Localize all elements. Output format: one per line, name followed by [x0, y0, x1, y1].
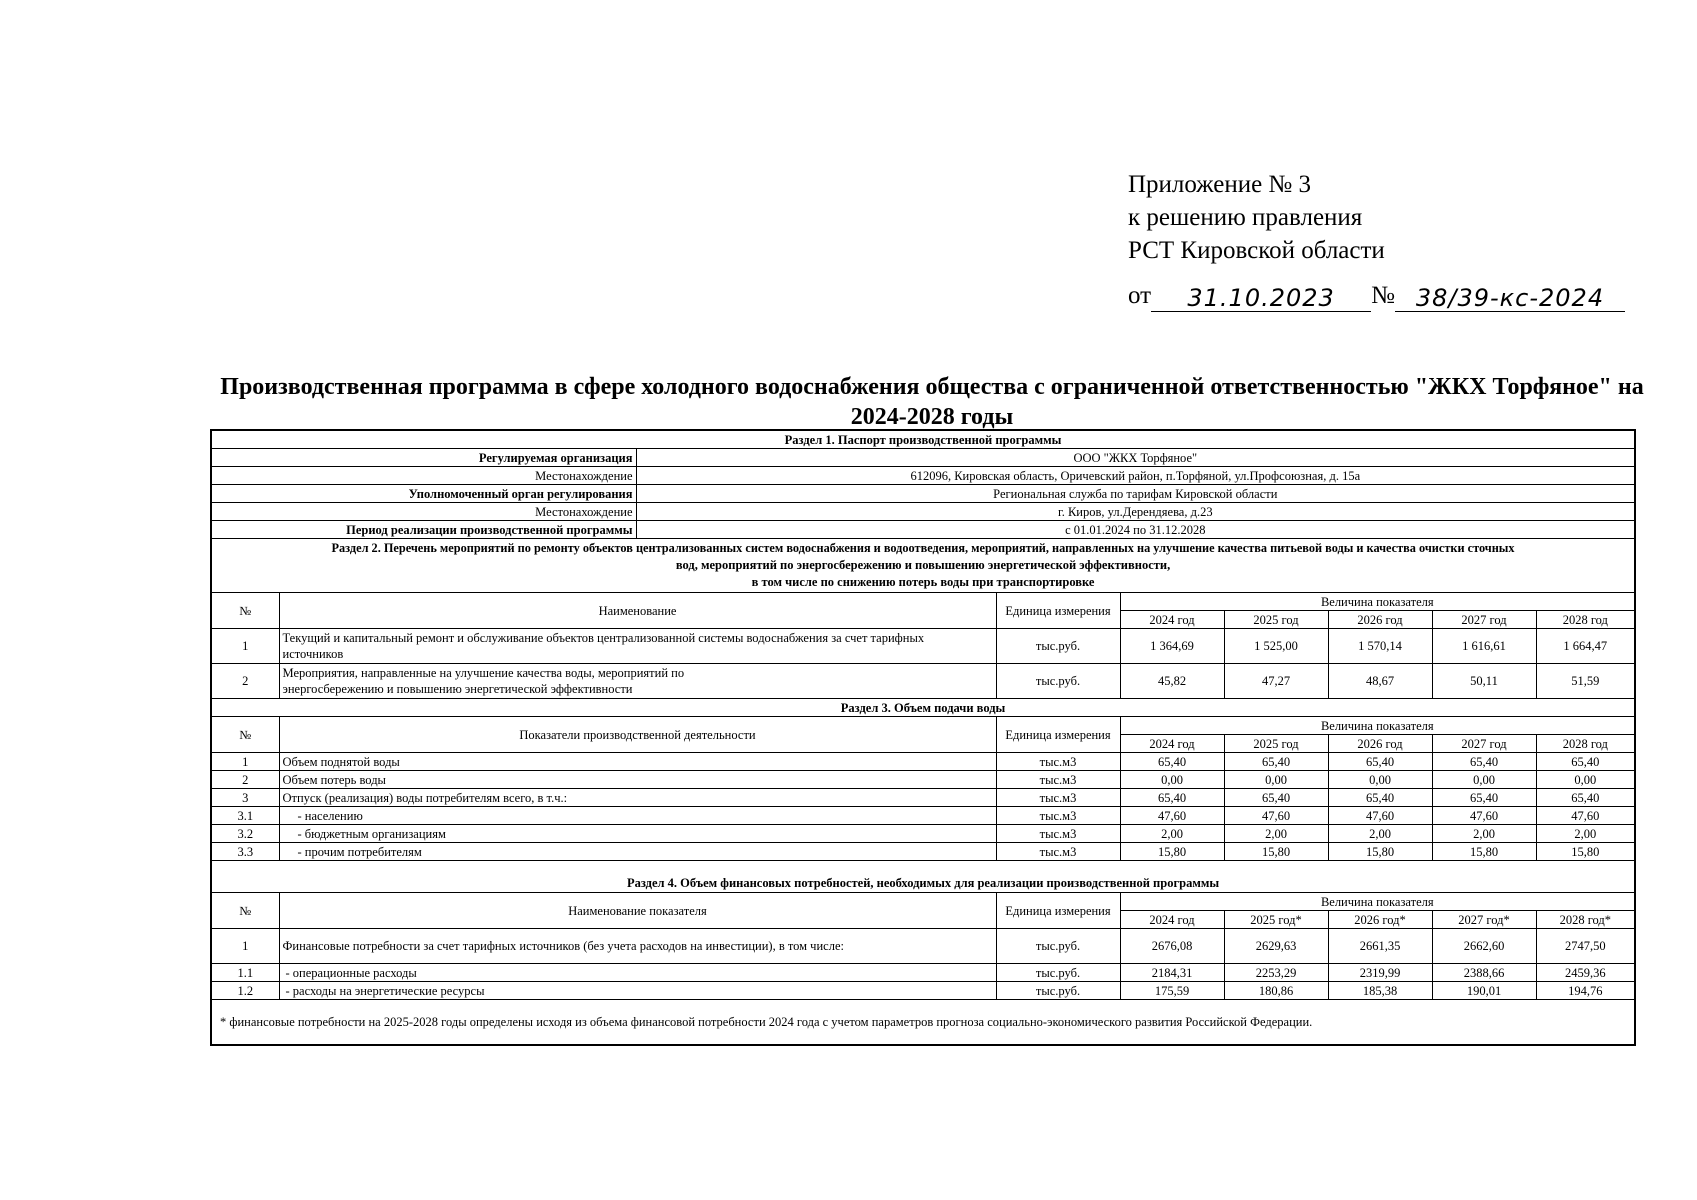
section3-header: Раздел 3. Объем подачи воды — [211, 699, 1635, 717]
row-unit: тыс.м3 — [996, 753, 1120, 771]
section2-header — [211, 539, 1635, 593]
year-header: 2027 год — [1432, 611, 1536, 629]
table-row — [211, 629, 1635, 664]
row-value: 15,80 — [1120, 843, 1224, 861]
appendix-block — [1128, 168, 1625, 312]
year-header: 2028 год — [1536, 735, 1635, 753]
decision-date: 31.10.2023 — [1151, 285, 1371, 312]
row-value: 65,40 — [1328, 753, 1432, 771]
row-value: 0,00 — [1328, 771, 1432, 789]
col-unit-header: Единица измерения — [996, 893, 1120, 929]
table-row — [211, 807, 1635, 825]
row-value: 65,40 — [1328, 789, 1432, 807]
row-unit: тыс.м3 — [996, 807, 1120, 825]
row-value: 0,00 — [1536, 771, 1635, 789]
row-value: 2661,35 — [1328, 929, 1432, 964]
row-value: 2459,36 — [1536, 964, 1635, 982]
row-unit: тыс.руб. — [996, 629, 1120, 664]
col-no-header: № — [211, 893, 279, 929]
row-value: 65,40 — [1536, 789, 1635, 807]
passport-value: Региональная служба по тарифам Кировской области — [636, 485, 1635, 503]
passport-value: 612096, Кировская область, Оричевский район, п.Торфяной, ул.Профсоюзная, д. 15а — [636, 467, 1635, 485]
row-value: 65,40 — [1432, 789, 1536, 807]
year-header: 2025 год — [1224, 735, 1328, 753]
row-name: - населению — [279, 807, 996, 825]
row-value: 65,40 — [1536, 753, 1635, 771]
year-header: 2027 год — [1432, 735, 1536, 753]
year-header: 2028 год — [1536, 611, 1635, 629]
row-no: 2 — [211, 771, 279, 789]
passport-label: Регулируемая организация — [211, 449, 636, 467]
row-no: 3 — [211, 789, 279, 807]
col-name-header: Наименование — [279, 593, 996, 629]
table-row — [211, 771, 1635, 789]
passport-label: Местонахождение — [211, 467, 636, 485]
passport-value: г. Киров, ул.Дерендяева, д.23 — [636, 503, 1635, 521]
year-header: 2024 год — [1120, 735, 1224, 753]
row-value: 48,67 — [1328, 664, 1432, 699]
passport-value: ООО "ЖКХ Торфяное" — [636, 449, 1635, 467]
row-value: 47,60 — [1432, 807, 1536, 825]
table-row — [211, 789, 1635, 807]
row-value: 15,80 — [1224, 843, 1328, 861]
year-header: 2026 год* — [1328, 911, 1432, 929]
row-value: 2662,60 — [1432, 929, 1536, 964]
row-value: 65,40 — [1224, 789, 1328, 807]
row-name: Отпуск (реализация) воды потребителям всего, в т.ч.: — [279, 789, 996, 807]
row-value: 47,27 — [1224, 664, 1328, 699]
row-value: 0,00 — [1120, 771, 1224, 789]
from-prefix: от — [1128, 282, 1152, 309]
row-value: 2388,66 — [1432, 964, 1536, 982]
row-unit: тыс.м3 — [996, 825, 1120, 843]
passport-value: с 01.01.2024 по 31.12.2028 — [636, 521, 1635, 539]
section2-header-line2: вод, мероприятий по энергосбережению и повышению энергетической эффективности, — [675, 558, 1171, 572]
row-unit: тыс.м3 — [996, 771, 1120, 789]
year-header: 2027 год* — [1432, 911, 1536, 929]
row-value: 180,86 — [1224, 982, 1328, 1000]
col-name-header: Показатели производственной деятельности — [279, 717, 996, 753]
col-name-header: Наименование показателя — [279, 893, 996, 929]
table-row — [211, 843, 1635, 861]
number-prefix: № — [1371, 282, 1395, 309]
table-row — [211, 982, 1635, 1000]
passport-label: Уполномоченный орган регулирования — [211, 485, 636, 503]
row-value: 15,80 — [1328, 843, 1432, 861]
year-header: 2025 год* — [1224, 911, 1328, 929]
col-unit-header: Единица измерения — [996, 717, 1120, 753]
row-value: 1 664,47 — [1536, 629, 1635, 664]
year-header: 2026 год — [1328, 611, 1432, 629]
year-header: 2024 год — [1120, 611, 1224, 629]
row-value: 194,76 — [1536, 982, 1635, 1000]
table-row — [211, 664, 1635, 699]
table-row — [211, 825, 1635, 843]
row-value: 2629,63 — [1224, 929, 1328, 964]
row-value: 2,00 — [1224, 825, 1328, 843]
row-value: 2,00 — [1432, 825, 1536, 843]
section2-header-line3: в том числе по снижению потерь воды при транспортировке — [751, 575, 1095, 589]
document-title: Производственная программа в сфере холодного водоснабжения общества с ограниченной ответственностью "ЖКХ Торфяное" на 2024-2028 годы — [220, 374, 1644, 430]
row-no: 1.2 — [211, 982, 279, 1000]
row-name: Текущий и капитальный ремонт и обслуживание объектов централизованной системы водоснабжения за счет тарифных источников — [279, 629, 996, 664]
row-value: 2253,29 — [1224, 964, 1328, 982]
year-header: 2025 год — [1224, 611, 1328, 629]
row-name: - расходы на энергетические ресурсы — [279, 982, 996, 1000]
row-unit: тыс.руб. — [996, 982, 1120, 1000]
row-value: 2184,31 — [1120, 964, 1224, 982]
row-value: 65,40 — [1120, 753, 1224, 771]
passport-label: Период реализации производственной программы — [211, 521, 636, 539]
row-no: 1 — [211, 629, 279, 664]
row-value: 2747,50 — [1536, 929, 1635, 964]
section1-header: Раздел 1. Паспорт производственной программы — [211, 430, 1635, 449]
row-no: 2 — [211, 664, 279, 699]
decision-number: 38/39-кс-2024 — [1395, 285, 1625, 312]
section2-header-line1: Раздел 2. Перечень мероприятий по ремонту объектов централизованных систем водоснабжения и водоотведения, мероприятий, направленных на улучшение качества питьевой воды и качества очистки сточных — [331, 541, 1515, 555]
section4-header: Раздел 4. Объем финансовых потребностей, необходимых для реализации производственной программы — [211, 861, 1635, 893]
row-value: 51,59 — [1536, 664, 1635, 699]
row-value: 190,01 — [1432, 982, 1536, 1000]
row-name: Мероприятия, направленные на улучшение качества воды, мероприятий по энергосбережению и повышению энергетической эффективности — [279, 664, 996, 699]
row-value: 47,60 — [1120, 807, 1224, 825]
row-value: 2676,08 — [1120, 929, 1224, 964]
row-name: Объем поднятой воды — [279, 753, 996, 771]
table-row — [211, 929, 1635, 964]
row-value: 15,80 — [1432, 843, 1536, 861]
row-no: 3.2 — [211, 825, 279, 843]
row-unit: тыс.м3 — [996, 789, 1120, 807]
table-row — [211, 753, 1635, 771]
row-value: 2,00 — [1328, 825, 1432, 843]
col-no-header: № — [211, 593, 279, 629]
footnote: * финансовые потребности на 2025-2028 годы определены исходя из объема финансовой потребности 2024 года с учетом параметров прогноза социально-экономического развития Российской Федерации. — [211, 1000, 1635, 1046]
col-unit-header: Единица измерения — [996, 593, 1120, 629]
row-value: 1 616,61 — [1432, 629, 1536, 664]
col-value-header: Величина показателя — [1120, 717, 1635, 735]
row-value: 45,82 — [1120, 664, 1224, 699]
row-value: 0,00 — [1224, 771, 1328, 789]
year-header: 2024 год — [1120, 911, 1224, 929]
row-value: 65,40 — [1224, 753, 1328, 771]
appendix-number: Приложение № 3 — [1128, 171, 1312, 198]
row-unit: тыс.руб. — [996, 664, 1120, 699]
row-value: 47,60 — [1328, 807, 1432, 825]
row-value: 2319,99 — [1328, 964, 1432, 982]
row-unit: тыс.руб. — [996, 964, 1120, 982]
row-value: 1 364,69 — [1120, 629, 1224, 664]
row-no: 1 — [211, 753, 279, 771]
row-unit: тыс.руб. — [996, 929, 1120, 964]
appendix-decision: к решению правления — [1128, 204, 1363, 231]
row-no: 3.1 — [211, 807, 279, 825]
row-value: 47,60 — [1536, 807, 1635, 825]
row-value: 175,59 — [1120, 982, 1224, 1000]
row-name: - операционные расходы — [279, 964, 996, 982]
row-name: Финансовые потребности за счет тарифных источников (без учета расходов на инвестиции), в том числе: — [279, 929, 996, 964]
appendix-authority: РСТ Кировской области — [1128, 237, 1385, 264]
appendix-date-number — [1128, 279, 1625, 312]
row-no: 3.3 — [211, 843, 279, 861]
row-value: 2,00 — [1536, 825, 1635, 843]
row-name: Объем потерь воды — [279, 771, 996, 789]
row-value: 2,00 — [1120, 825, 1224, 843]
row-value: 50,11 — [1432, 664, 1536, 699]
row-value: 0,00 — [1432, 771, 1536, 789]
row-value: 65,40 — [1120, 789, 1224, 807]
row-value: 1 570,14 — [1328, 629, 1432, 664]
program-table — [210, 429, 1636, 1046]
col-no-header: № — [211, 717, 279, 753]
row-name: - бюджетным организациям — [279, 825, 996, 843]
row-no: 1 — [211, 929, 279, 964]
row-name: - прочим потребителям — [279, 843, 996, 861]
row-value: 1 525,00 — [1224, 629, 1328, 664]
col-value-header: Величина показателя — [1120, 593, 1635, 611]
row-value: 47,60 — [1224, 807, 1328, 825]
row-value: 15,80 — [1536, 843, 1635, 861]
col-value-header: Величина показателя — [1120, 893, 1635, 911]
row-value: 185,38 — [1328, 982, 1432, 1000]
year-header: 2026 год — [1328, 735, 1432, 753]
table-row — [211, 964, 1635, 982]
row-no: 1.1 — [211, 964, 279, 982]
row-unit: тыс.м3 — [996, 843, 1120, 861]
year-header: 2028 год* — [1536, 911, 1635, 929]
passport-label: Местонахождение — [211, 503, 636, 521]
row-value: 65,40 — [1432, 753, 1536, 771]
